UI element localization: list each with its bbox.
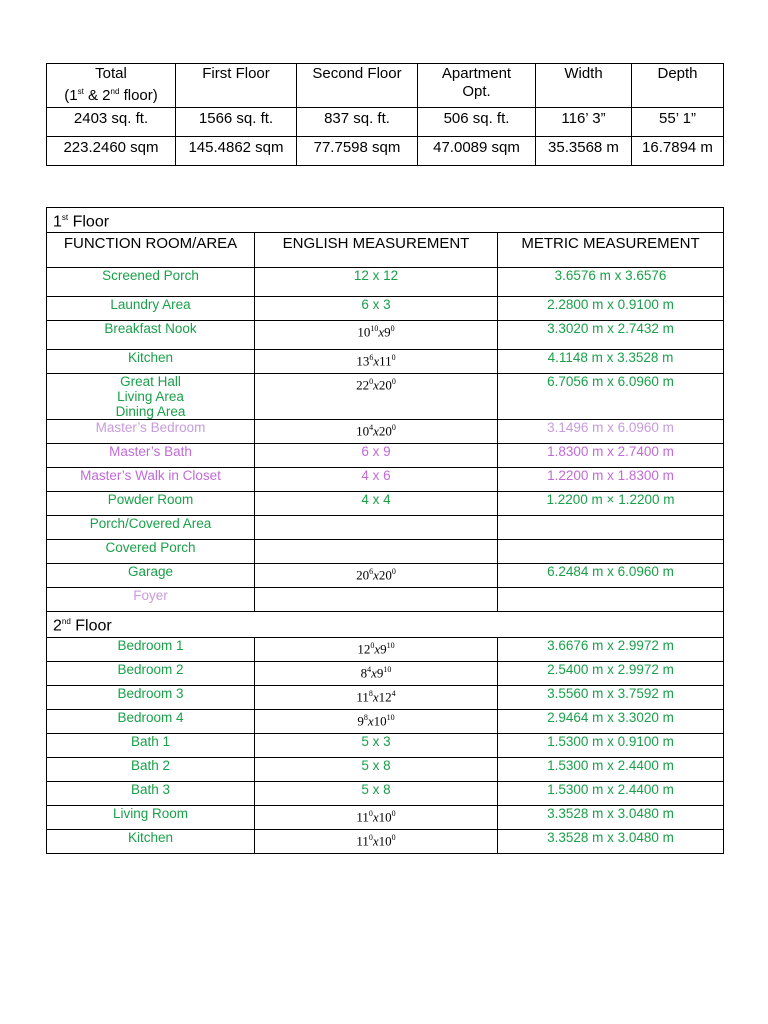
metric-measurement: 3.6576 m x 3.6576 xyxy=(498,268,724,297)
table-row xyxy=(47,564,724,588)
header-apartment: Apartment Opt. xyxy=(418,64,536,108)
summary-row-sqft xyxy=(47,108,724,137)
table-row xyxy=(47,805,724,829)
metric-measurement: 3.3528 m x 3.0480 m xyxy=(498,805,724,829)
room-name: Screened Porch xyxy=(47,268,255,297)
col-header-function: FUNCTION ROOM/AREA xyxy=(47,233,255,268)
metric-measurement: 2.5400 m x 2.9972 m xyxy=(498,661,724,685)
room-name: Great Hall Living Area Dining Area xyxy=(47,374,255,420)
english-measurement xyxy=(255,588,498,612)
table-row xyxy=(47,350,724,374)
table-row xyxy=(47,661,724,685)
english-measurement: $11^8x12^4$ xyxy=(255,685,498,709)
room-name: Garage xyxy=(47,564,255,588)
metric-measurement: 1.2200 m x 1.8300 m xyxy=(498,468,724,492)
room-name: Bedroom 3 xyxy=(47,685,255,709)
cell: 16.7894 m xyxy=(632,137,724,166)
table-row xyxy=(47,374,724,420)
header-depth: Depth xyxy=(632,64,724,108)
english-measurement: 5 x 8 xyxy=(255,757,498,781)
cell: 35.3568 m xyxy=(536,137,632,166)
table-row xyxy=(47,588,724,612)
english-measurement: $11^0x10^0$ xyxy=(255,805,498,829)
english-measurement xyxy=(255,540,498,564)
summary-header-row xyxy=(47,64,724,108)
metric-measurement xyxy=(498,540,724,564)
table-row xyxy=(47,492,724,516)
cell: 145.4862 sqm xyxy=(176,137,297,166)
summary-row-sqm xyxy=(47,137,724,166)
room-name: Breakfast Nook xyxy=(47,321,255,350)
english-measurement: $11^0x10^0$ xyxy=(255,829,498,853)
english-measurement xyxy=(255,516,498,540)
metric-measurement: 2.9464 m x 3.3020 m xyxy=(498,709,724,733)
room-name: Living Room xyxy=(47,805,255,829)
room-name: Foyer xyxy=(47,588,255,612)
floor-1-heading-row xyxy=(47,208,724,233)
english-measurement: $22^0x20^0$ xyxy=(255,374,498,420)
metric-measurement: 3.1496 m x 6.0960 m xyxy=(498,420,724,444)
room-name: Bedroom 2 xyxy=(47,661,255,685)
table-row xyxy=(47,637,724,661)
metric-measurement: 1.2200 m × 1.2200 m xyxy=(498,492,724,516)
table-row xyxy=(47,709,724,733)
english-measurement: $13^6x11^0$ xyxy=(255,350,498,374)
metric-measurement: 4.1148 m x 3.3528 m xyxy=(498,350,724,374)
room-name: Bedroom 1 xyxy=(47,637,255,661)
english-measurement: $12^0x9^{10}$ xyxy=(255,637,498,661)
cell: 55’ 1” xyxy=(632,108,724,137)
cell: 2403 sq. ft. xyxy=(47,108,176,137)
floor-1-heading: 1st Floor xyxy=(47,208,724,233)
room-measurements-table xyxy=(46,207,724,854)
metric-measurement: 1.5300 m x 0.9100 m xyxy=(498,733,724,757)
cell: 116’ 3” xyxy=(536,108,632,137)
area-summary-table xyxy=(46,63,724,166)
english-measurement: $10^{10}x9^0$ xyxy=(255,321,498,350)
table-row xyxy=(47,420,724,444)
metric-measurement xyxy=(498,588,724,612)
room-name: Kitchen xyxy=(47,350,255,374)
table-row xyxy=(47,516,724,540)
column-header-row xyxy=(47,233,724,268)
cell: 77.7598 sqm xyxy=(297,137,418,166)
room-name: Kitchen xyxy=(47,829,255,853)
room-name: Master’s Bath xyxy=(47,444,255,468)
table-row xyxy=(47,540,724,564)
header-first-floor: First Floor xyxy=(176,64,297,108)
table-row xyxy=(47,444,724,468)
room-name: Laundry Area xyxy=(47,297,255,321)
room-name: Powder Room xyxy=(47,492,255,516)
table-row xyxy=(47,829,724,853)
room-name: Bath 2 xyxy=(47,757,255,781)
english-measurement: $10^4x20^0$ xyxy=(255,420,498,444)
metric-measurement: 3.5560 m x 3.7592 m xyxy=(498,685,724,709)
cell: 837 sq. ft. xyxy=(297,108,418,137)
col-header-metric: METRIC MEASUREMENT xyxy=(498,233,724,268)
english-measurement: 4 x 4 xyxy=(255,492,498,516)
english-measurement: 6 x 9 xyxy=(255,444,498,468)
english-measurement: $9^8x10^{10}$ xyxy=(255,709,498,733)
table-row xyxy=(47,468,724,492)
floor-2-heading-row xyxy=(47,612,724,637)
metric-measurement: 3.3020 m x 2.7432 m xyxy=(498,321,724,350)
metric-measurement: 1.5300 m x 2.4400 m xyxy=(498,757,724,781)
metric-measurement: 1.5300 m x 2.4400 m xyxy=(498,781,724,805)
english-measurement: $8^4x9^{10}$ xyxy=(255,661,498,685)
metric-measurement: 2.2800 m x 0.9100 m xyxy=(498,297,724,321)
table-row xyxy=(47,321,724,350)
metric-measurement: 1.8300 m x 2.7400 m xyxy=(498,444,724,468)
metric-measurement: 3.6676 m x 2.9972 m xyxy=(498,637,724,661)
metric-measurement: 3.3528 m x 3.0480 m xyxy=(498,829,724,853)
cell: 47.0089 sqm xyxy=(418,137,536,166)
english-measurement: 5 x 8 xyxy=(255,781,498,805)
room-name: Master’s Bedroom xyxy=(47,420,255,444)
col-header-english: ENGLISH MEASUREMENT xyxy=(255,233,498,268)
english-measurement: $20^6x20^0$ xyxy=(255,564,498,588)
english-measurement: 4 x 6 xyxy=(255,468,498,492)
header-width: Width xyxy=(536,64,632,108)
room-name: Covered Porch xyxy=(47,540,255,564)
table-row xyxy=(47,297,724,321)
room-name: Master’s Walk in Closet xyxy=(47,468,255,492)
metric-measurement: 6.7056 m x 6.0960 m xyxy=(498,374,724,420)
header-total: Total (1st & 2nd floor) xyxy=(47,64,176,108)
table-row xyxy=(47,781,724,805)
floor-2-heading: 2nd Floor xyxy=(47,612,724,637)
english-measurement: 12 x 12 xyxy=(255,268,498,297)
table-row xyxy=(47,757,724,781)
english-measurement: 6 x 3 xyxy=(255,297,498,321)
table-row xyxy=(47,685,724,709)
room-name: Bedroom 4 xyxy=(47,709,255,733)
room-name: Bath 3 xyxy=(47,781,255,805)
cell: 1566 sq. ft. xyxy=(176,108,297,137)
room-name: Bath 1 xyxy=(47,733,255,757)
table-row xyxy=(47,268,724,297)
header-second-floor: Second Floor xyxy=(297,64,418,108)
cell: 223.2460 sqm xyxy=(47,137,176,166)
english-measurement: 5 x 3 xyxy=(255,733,498,757)
cell: 506 sq. ft. xyxy=(418,108,536,137)
table-row xyxy=(47,733,724,757)
room-name: Porch/Covered Area xyxy=(47,516,255,540)
metric-measurement: 6.2484 m x 6.0960 m xyxy=(498,564,724,588)
metric-measurement xyxy=(498,516,724,540)
